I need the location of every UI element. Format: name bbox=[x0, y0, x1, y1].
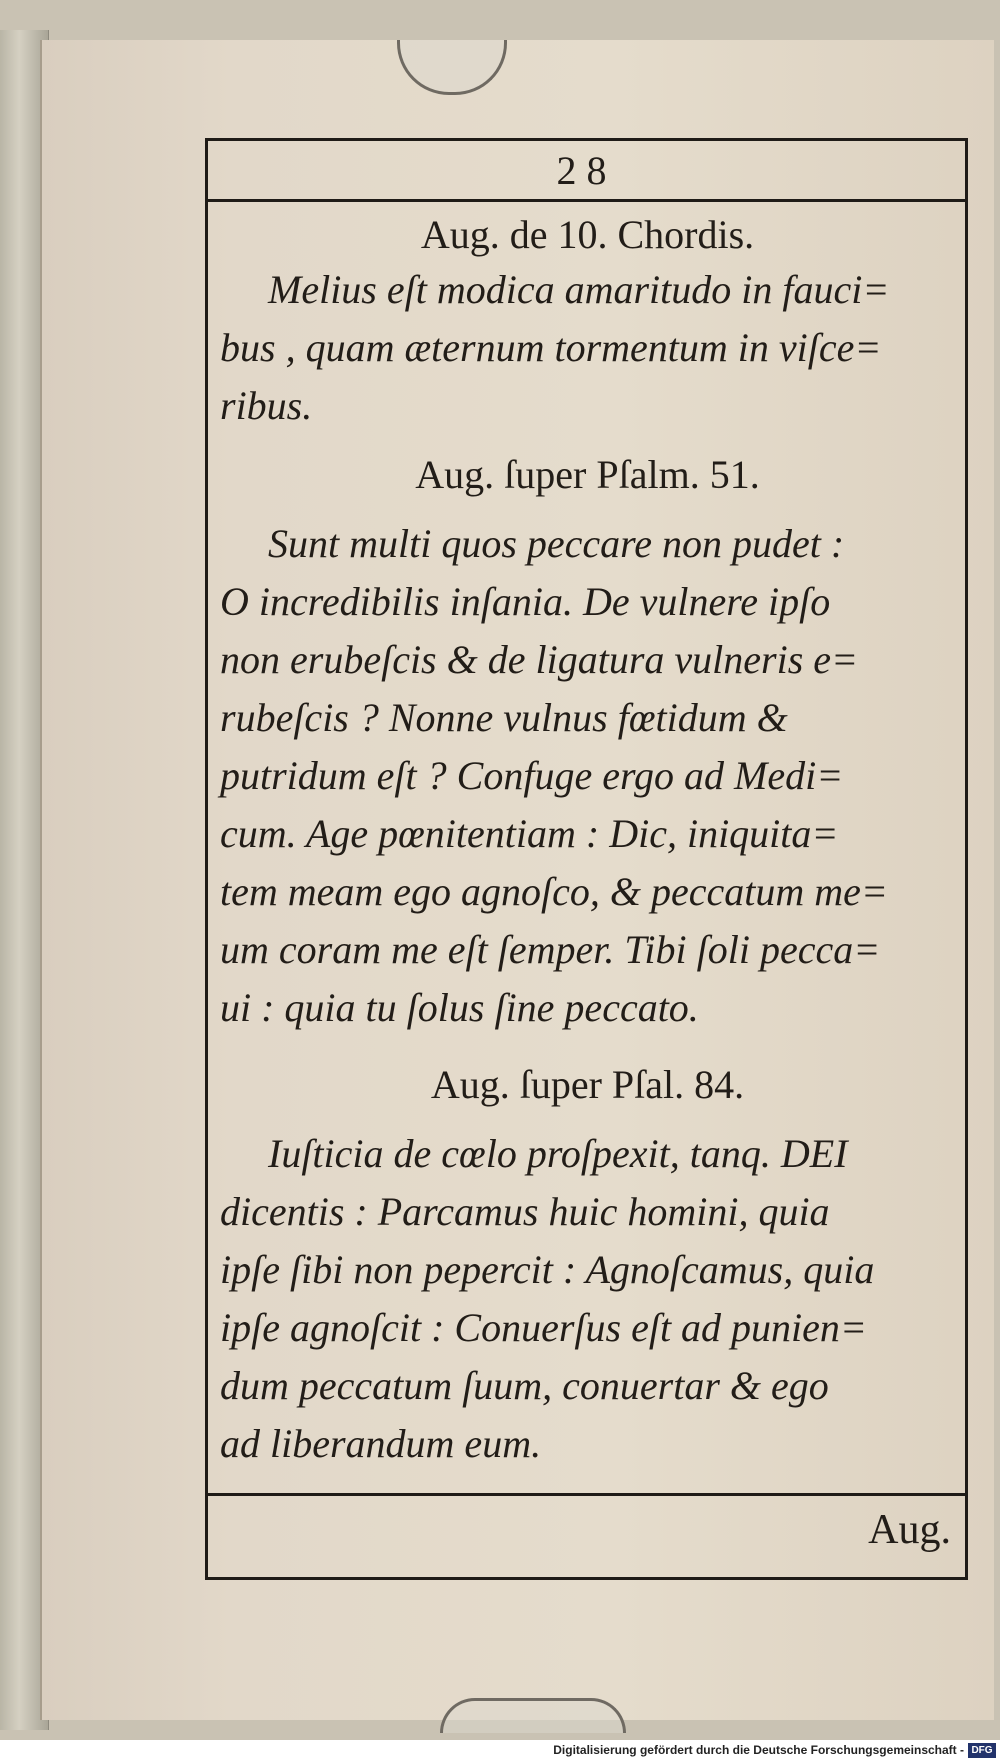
text-line: Sunt multi quos peccare non pudet : bbox=[268, 521, 845, 566]
digitization-footer bbox=[0, 1740, 1000, 1762]
text-frame bbox=[205, 138, 968, 1580]
text-line: putridum eſt ? Confuge ergo ad Medi= bbox=[220, 753, 844, 798]
text-line: non erubeſcis & de ligatura vulneris e= bbox=[220, 637, 859, 682]
text-line: cum. Age pœnitentiam : Dic, iniquita= bbox=[220, 811, 839, 856]
text-line: dicentis : Parcamus huic homini, quia bbox=[220, 1189, 830, 1234]
text-line: ribus. bbox=[220, 383, 313, 428]
section-paragraph bbox=[220, 515, 955, 1037]
text-line: Melius eſt modica amaritudo in fauci= bbox=[268, 267, 890, 312]
text-line: tem meam ego agnoſco, & peccatum me= bbox=[220, 869, 888, 914]
text-line: rubeſcis ? Nonne vulnus fœtidum & bbox=[220, 695, 788, 740]
funding-credit: Digitalisierung gefördert durch die Deutsche Forschungsgemeinschaft - bbox=[553, 1743, 964, 1757]
page-clip-bottom bbox=[440, 1698, 626, 1733]
section-heading: Aug. ſuper Pſal. 84. bbox=[430, 1062, 745, 1107]
page-text bbox=[220, 209, 955, 1473]
text-line: um coram me eſt ſemper. Tibi ſoli pecca= bbox=[220, 927, 881, 972]
text-line: bus , quam æternum tormentum in viſce= bbox=[220, 325, 882, 370]
page-number: 28 bbox=[556, 148, 617, 193]
text-line: ad liberandum eum. bbox=[220, 1421, 542, 1466]
section-paragraph bbox=[220, 261, 955, 435]
text-line: O incredibilis inſania. De vulnere ipſo bbox=[220, 579, 831, 624]
text-line: dum peccatum ſuum, conuertar & ego bbox=[220, 1363, 829, 1408]
dfg-logo: DFG bbox=[968, 1743, 996, 1758]
section-heading: Aug. de 10. Chordis. bbox=[420, 212, 755, 257]
catchword: Aug. bbox=[868, 1507, 951, 1553]
text-line: ui : quia tu ſolus ſine peccato. bbox=[220, 985, 699, 1030]
text-line: ipſe agnoſcit : Conuerſus eſt ad punien= bbox=[220, 1305, 867, 1350]
header-rule bbox=[208, 199, 965, 202]
text-line: ipſe ſibi non pepercit : Agnoſcamus, quia bbox=[220, 1247, 875, 1292]
section-paragraph bbox=[220, 1125, 955, 1473]
footer-rule bbox=[208, 1493, 965, 1496]
section-heading: Aug. ſuper Pſalm. 51. bbox=[415, 452, 760, 497]
text-line: Iuſticia de cœlo proſpexit, tanq. DEI bbox=[268, 1131, 848, 1176]
